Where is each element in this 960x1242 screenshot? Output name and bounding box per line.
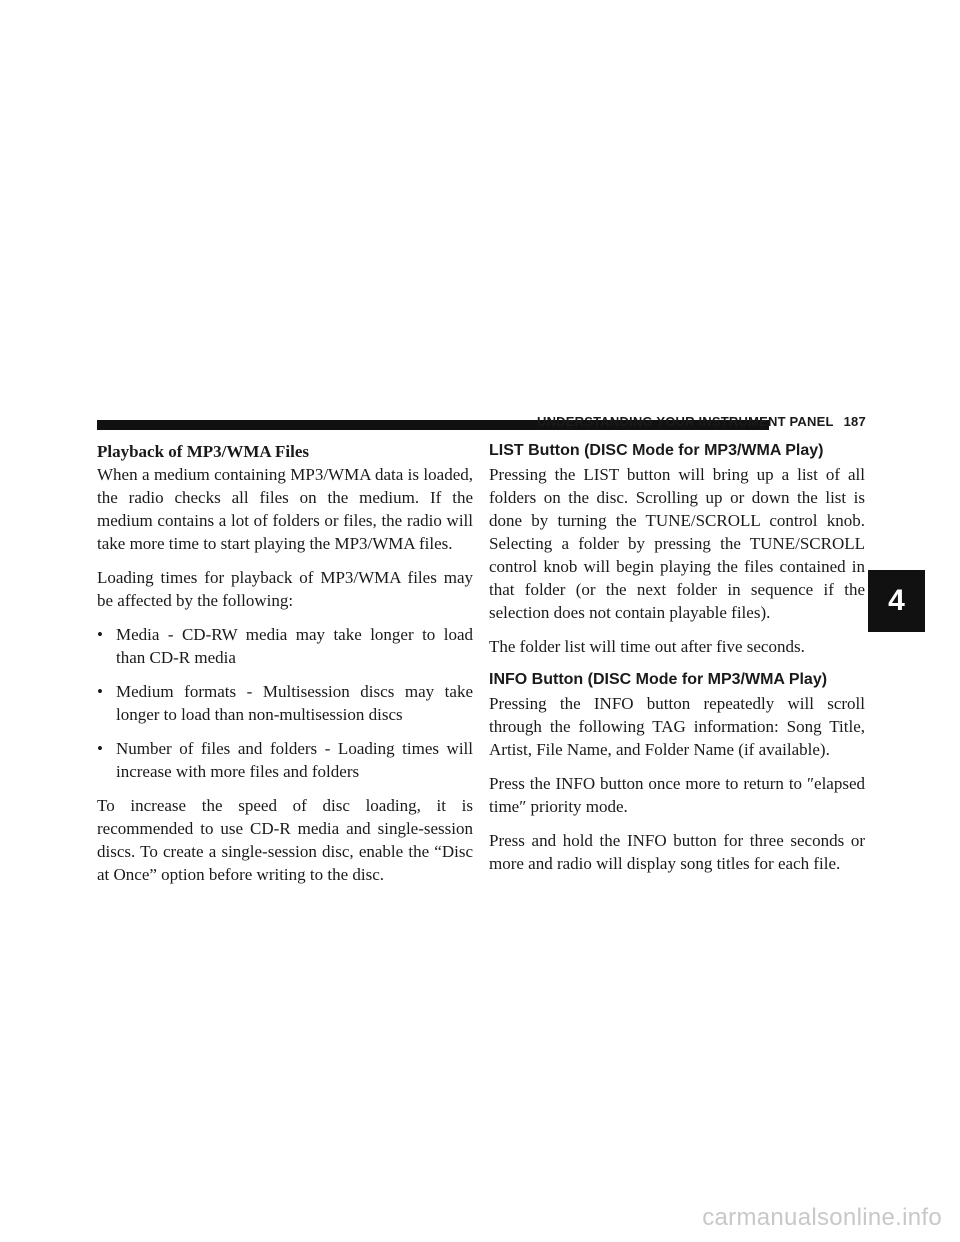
section-heading-list-button: LIST Button (DISC Mode for MP3/WMA Play) [489,442,824,459]
list-item [97,680,473,726]
paragraph: To increase the speed of disc loading, it is recommended to use CD-R media and single-session discs. To create a single-session disc, enable the “Disc at Once” option before writing to the disc. [97,796,473,884]
chapter-tab: 4 [868,570,925,632]
left-column [97,440,473,897]
watermark: carmanualsonline.info [702,1204,942,1231]
right-column [489,440,865,886]
header-title: UNDERSTANDING YOUR INSTRUMENT PANEL [537,414,834,429]
list-item [97,623,473,669]
paragraph: Pressing the LIST button will bring up a list of all folders on the disc. Scrolling up or down the list is done by turning the TUNE/SCROLL control knob. Selecting a folder by pressing the TUNE/SCROLL control knob will begin playing the files contained in that folder (or the next folder in sequence if the selection does not contain playable files). [489,465,865,622]
header-rule-left [97,420,509,430]
list-item-text: Media - CD-RW media may take longer to load than CD-R media [116,625,473,667]
running-header [537,414,866,429]
bullet-icon: • [97,625,103,644]
section-heading-playback: Playback of MP3/WMA Files [97,442,310,461]
paragraph: Press the INFO button once more to return to ″elapsed time″ priority mode. [489,774,865,816]
paragraph: When a medium containing MP3/WMA data is loaded, the radio checks all files on the medium. If the medium contains a lot of folders or files, the radio will take more time to start playing the MP3/WMA files. [97,465,473,553]
bullet-icon: • [97,739,103,758]
list-item [97,737,473,783]
bullet-icon: • [97,682,103,701]
page-number: 187 [843,414,866,429]
paragraph: Loading times for playback of MP3/WMA files may be affected by the following: [97,568,473,610]
paragraph: Press and hold the INFO button for three seconds or more and radio will display song titles for each file. [489,831,865,873]
list-item-text: Number of files and folders - Loading times will increase with more files and folders [116,739,473,781]
list-item-text: Medium formats - Multisession discs may take longer to load than non-multisession discs [116,682,473,724]
bullet-list [97,623,473,783]
paragraph: Pressing the INFO button repeatedly will scroll through the following TAG information: Song Title, Artist, File Name, and Folder Name (if available). [489,694,865,759]
paragraph: The folder list will time out after five seconds. [489,637,805,656]
section-heading-info-button: INFO Button (DISC Mode for MP3/WMA Play) [489,671,828,688]
